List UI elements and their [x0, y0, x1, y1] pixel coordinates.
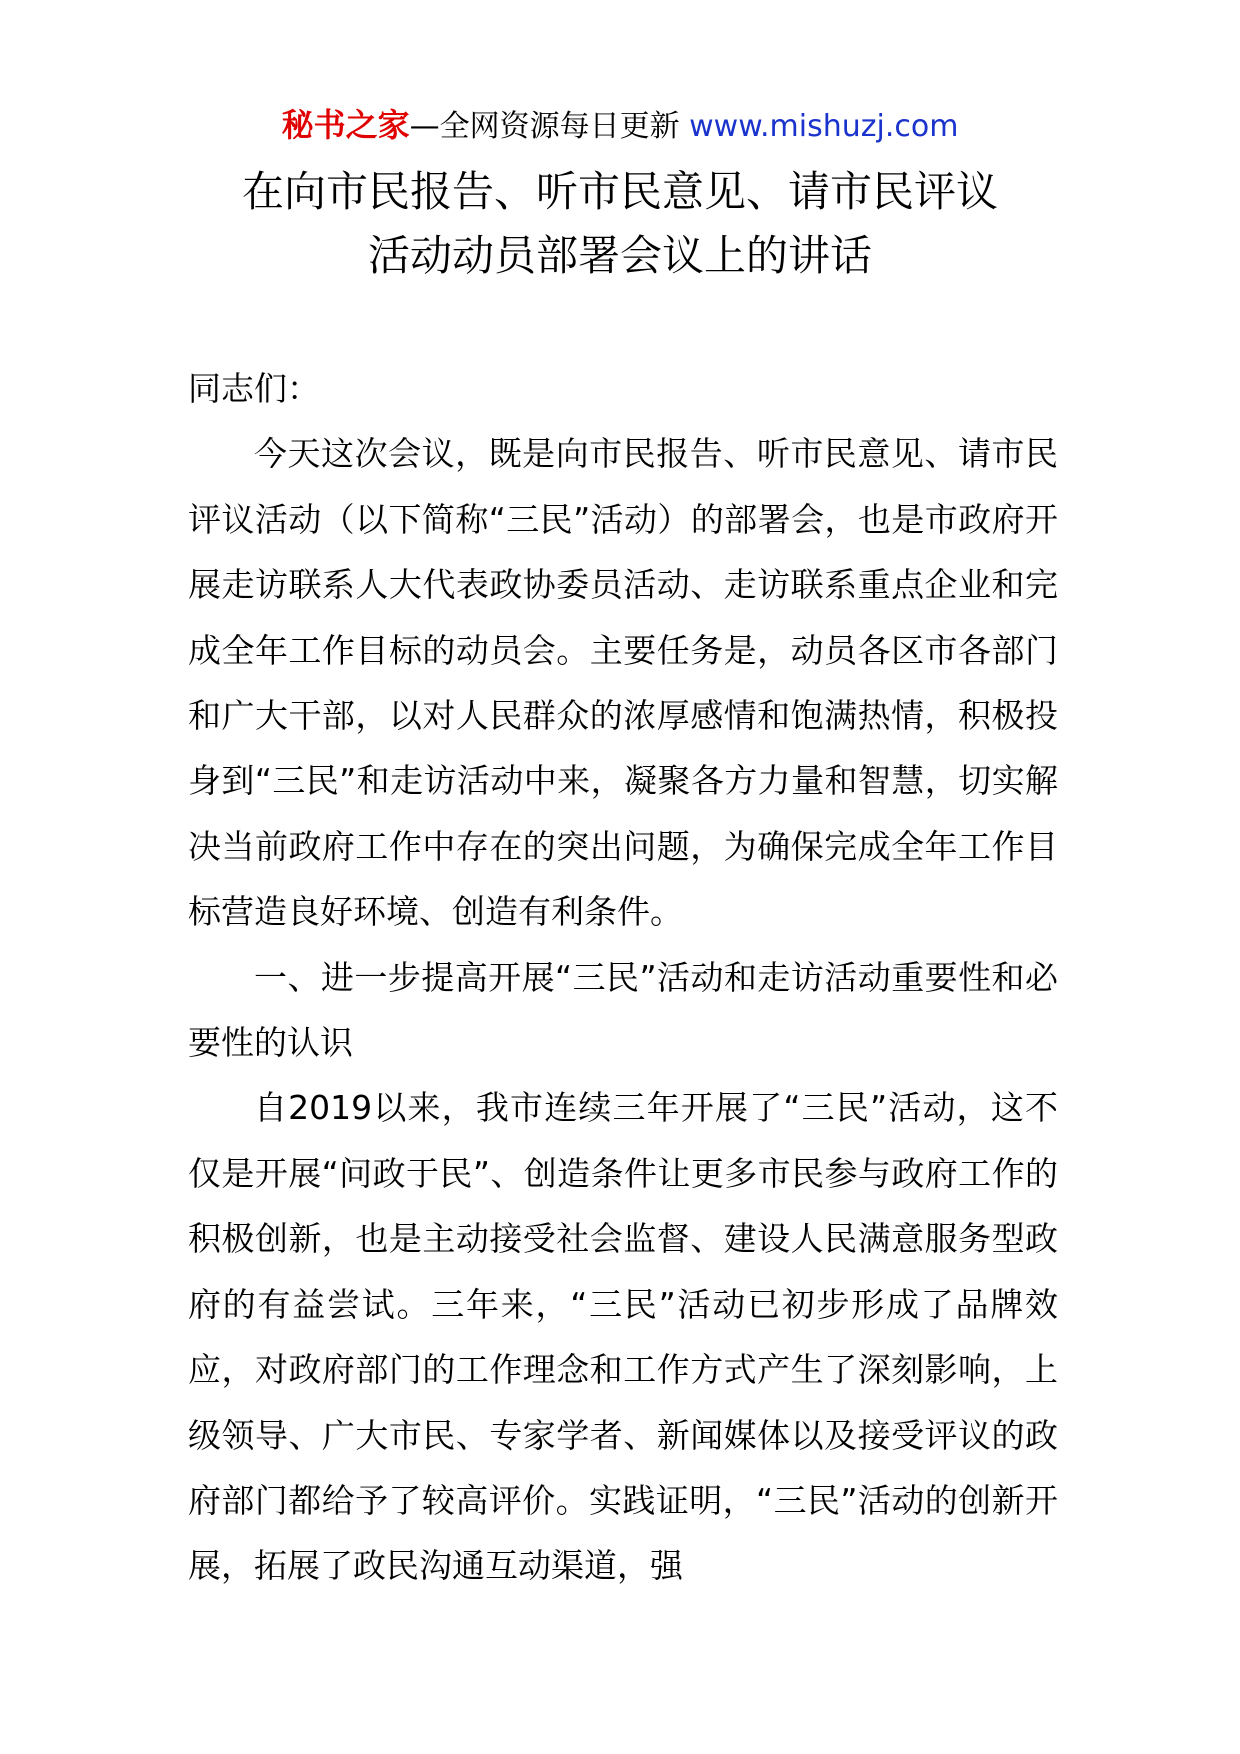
title-line-2: 活动动员部署会议上的讲话 — [367, 231, 872, 280]
paragraph-intro: 今天这次会议，既是向市民报告、听市民意见、请市民评议活动（以下简称“三民”活动）的部署会，也是市政府开展走访联系人大代表政协委员活动、走访联系重点企业和完成全年工作目标的动员会。主要任务是，动员各区市各部门和广大干部，以对人民群众的浓厚感情和饱满热情，积极投身到“三民”和走访活动中来，凝聚各方力量和智慧，切实解决当前政府工作中存在的突出问题，为确保完成全年工作目标营造良好环境、创造有利条件。 — [188, 434, 1058, 932]
section-heading-1: 一、进一步提高开展“三民”活动和走访活动重要性和必要性的认识 — [188, 957, 1058, 1063]
document-body — [188, 356, 1058, 1599]
site-header — [0, 100, 1240, 152]
site-slogan: —全网资源每日更新 — [409, 109, 680, 144]
paragraph-section-1: 自2019以来，我市连续三年开展了“三民”活动，这不仅是开展“问政于民”、创造条件让更多市民参与政府工作的积极创新，也是主动接受社会监督、建设人民满意服务型政府的有益尝试。三年来，“三民”活动已初步形成了品牌效应，对政府部门的工作理念和工作方式产生了深刻影响，上级领导、广大市民、专家学者、新闻媒体以及接受评议的政府部门都给予了较高评价。实践证明，“三民”活动的创新开展，拓展了政民沟通互动渠道，强 — [188, 1088, 1058, 1586]
salutation: 同志们： — [188, 369, 320, 408]
site-brand-name: 秘书之家 — [281, 106, 410, 144]
title-line-1: 在向市民报告、听市民意见、请市民评议 — [241, 167, 998, 216]
site-url: www.mishuzj.com — [689, 109, 959, 144]
document-title — [0, 160, 1240, 288]
